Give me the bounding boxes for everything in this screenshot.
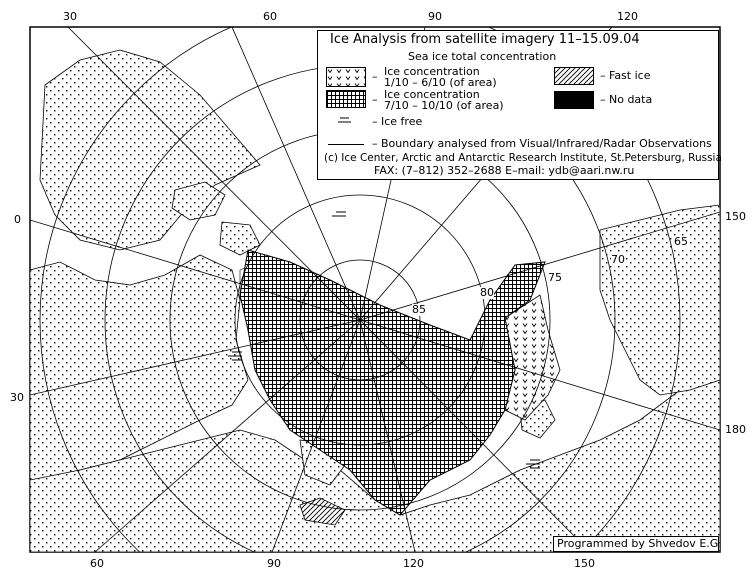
low-concentration-swatch (326, 67, 366, 87)
legend-box (317, 30, 722, 180)
boundary-swatch (328, 144, 364, 145)
lon-label-bottom-90: 90 (267, 557, 281, 570)
no-data-swatch (554, 91, 594, 109)
boundary-label: – Boundary analysed from Visual/Infrared/Radar Observations (372, 137, 712, 150)
ice-free-swatch (336, 115, 356, 127)
lat-label-80: 80 (480, 286, 494, 299)
lon-label-right-180: 180 (725, 423, 746, 436)
lon-label-bottom-60: 60 (90, 557, 104, 570)
high-concentration-label-2: 7/10 – 10/10 (of area) (384, 99, 504, 112)
low-concentration-label-2: 1/10 – 6/10 (of area) (384, 76, 497, 89)
ice-free-label: – Ice free (372, 115, 423, 128)
low-concentration-label-1: Ice concentration (384, 65, 480, 78)
legend-subtitle: Sea ice total concentration (408, 50, 557, 63)
lon-label-top-90: 90 (428, 10, 442, 23)
contact-line: FAX: (7–812) 352–2688 E–mail: ydb@aari.nw.ru (374, 164, 635, 177)
fast-ice-swatch (554, 67, 594, 85)
high-concentration-swatch (326, 90, 366, 108)
lat-label-75: 75 (548, 271, 562, 284)
fast-ice-label: – Fast ice (600, 69, 651, 82)
low-concentration-dash: – (372, 70, 378, 83)
lon-label-top-120: 120 (617, 10, 638, 23)
lon-label-bottom-120: 120 (403, 557, 424, 570)
lat-label-65: 65 (674, 235, 688, 248)
legend-title: Ice Analysis from satellite imagery 11–15.09.04 (330, 32, 640, 47)
organisation-line: (c) Ice Center, Arctic and Antarctic Research Institute, St.Petersburg, Russia (324, 152, 722, 164)
lon-label-top-60: 60 (263, 10, 277, 23)
high-concentration-label-1: Ice concentration (384, 88, 480, 101)
lon-label-right-150: 150 (725, 210, 746, 223)
lon-label-bottom-150: 150 (574, 557, 595, 570)
lon-label-left-0: 0 (14, 213, 21, 226)
lat-label-70: 70 (611, 253, 625, 266)
lat-label-85: 85 (412, 303, 426, 316)
high-concentration-dash: – (372, 93, 378, 106)
credit-box: Programmed by Shvedov E.G. (553, 536, 719, 552)
lon-label-left-30: 30 (10, 391, 24, 404)
no-data-label: – No data (600, 93, 653, 106)
lon-label-top-30: 30 (63, 10, 77, 23)
